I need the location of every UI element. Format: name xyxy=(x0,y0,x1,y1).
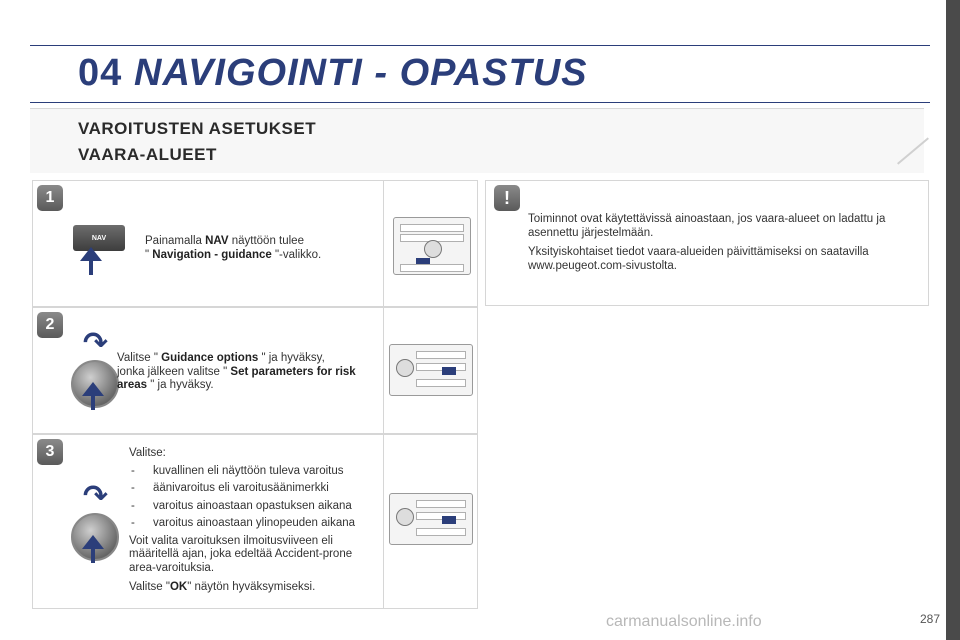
step-1-text: Painamalla NAV näyttöön tulee " Navigation - guidance "-valikko. xyxy=(145,235,322,261)
info-paragraph: Yksityiskohtaiset tiedot vaara-alueiden päivittämiseksi on saatavilla www.peugeot.com-sivustolta. xyxy=(528,246,869,272)
step-3-badge: 3 xyxy=(37,439,63,465)
section-subtitle: VAARA-ALUEET xyxy=(78,145,217,164)
step-divider xyxy=(383,435,384,608)
push-arrow-icon xyxy=(82,535,104,549)
chapter-number: 04 xyxy=(78,52,123,94)
step-3-intro: Valitse: xyxy=(129,447,166,459)
rotate-arrow-icon: ↷ xyxy=(83,480,109,513)
step-1-box xyxy=(32,180,478,307)
info-paragraph: Toiminnot ovat käytettävissä ainoastaan, jos vaara-alueet on ladattu ja asennettu järjestelmään. xyxy=(528,213,886,239)
step-3-note: Voit valita varoituksen ilmoitusviiveen eli määritellä ajan, joka edeltää Accident-prone area-varoituksia. xyxy=(129,534,353,574)
rotate-arrow-icon: ↷ xyxy=(83,327,109,360)
press-arrow-icon xyxy=(80,247,102,261)
step-divider xyxy=(383,181,384,306)
step-2-box xyxy=(32,307,478,434)
page-number: 287 xyxy=(919,612,940,626)
list-item: - kuvallinen eli näyttöön tuleva varoitus xyxy=(129,465,379,479)
push-arrow-icon xyxy=(82,382,104,396)
section-title: VAROITUSTEN ASETUKSET xyxy=(78,119,317,138)
list-item: - varoitus ainoastaan ylinopeuden aikana xyxy=(129,517,379,531)
step-3-text xyxy=(129,447,379,595)
chapter-title: NAVIGOINTI - OPASTUS xyxy=(134,52,588,94)
radio-unit-illustration xyxy=(389,493,473,545)
step-2-text: Valitse " Guidance options " ja hyväksy, jonka jälkeen valitse " Set parameters for risk areas " ja hyväksy. xyxy=(117,352,356,391)
step-3-confirm: Valitse "OK" näytön hyväksymiseksi. xyxy=(129,581,316,593)
page-edge-strip xyxy=(946,0,960,640)
nav-button-icon: NAV xyxy=(73,225,125,251)
step-2-badge: 2 xyxy=(37,312,63,338)
radio-unit-illustration xyxy=(389,344,473,396)
warning-info-text xyxy=(528,213,918,279)
step-divider xyxy=(383,308,384,433)
warning-info-box xyxy=(485,180,929,306)
warning-icon: ! xyxy=(494,185,520,211)
watermark: carmanualsonline.info xyxy=(606,613,762,630)
step-3-box xyxy=(32,434,478,609)
list-item: - äänivaroitus eli varoitusäänimerkki xyxy=(129,482,379,496)
step-1-badge: 1 xyxy=(37,185,63,211)
radio-unit-illustration xyxy=(393,217,471,275)
press-arrow-shaft xyxy=(89,259,93,275)
warning-options-list xyxy=(129,465,379,531)
list-item: - varoitus ainoastaan opastuksen aikana xyxy=(129,500,379,514)
push-arrow-shaft xyxy=(91,547,95,563)
push-arrow-shaft xyxy=(91,394,95,410)
